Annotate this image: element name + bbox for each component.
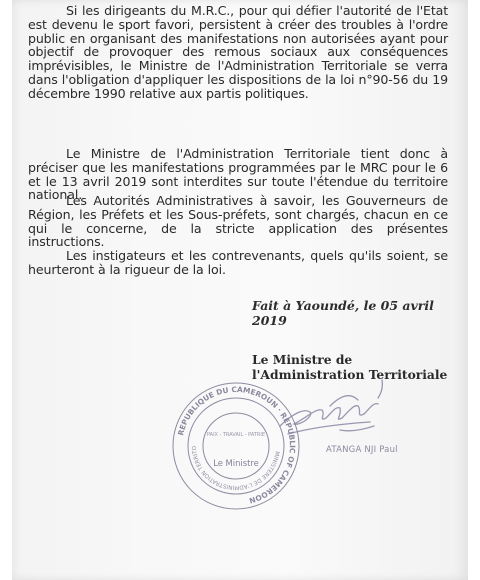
svg-text:MINISTERE DE L'ADMINISTRATION: MINISTERE DE L'ADMINISTRATION TERRITO [191, 445, 280, 491]
svg-text:Le Ministre: Le Ministre [213, 458, 259, 468]
svg-text:REPUBLIQUE DU CAMEROUN · REPUB: REPUBLIQUE DU CAMEROUN · REPUBLIC OF CAMEROON [176, 384, 298, 506]
document-page [12, 0, 468, 580]
place-and-date: Fait à Yaoundé, le 05 avril 2019 [252, 298, 434, 328]
svg-text:PAIX - TRAVAIL - PATRIE: PAIX - TRAVAIL - PATRIE [206, 432, 266, 438]
paragraph-2: Le Ministre de l'Administration Territoriale tient donc à préciser que les manifestations programmées par le MRC pour le 6 et le 13 avril 2019 sont interdites sur toute l'étendue du territoire national. [28, 146, 448, 203]
handwritten-signature [270, 378, 390, 448]
signer-name: ATANGA NJI Paul [326, 445, 398, 455]
paragraph-1: Si les dirigeants du M.R.C., pour qui défier l'autorité de l'Etat est devenu le sport favori, persistent à créer des troubles à l'ordre public en organisant des manifestations non autorisées ayant pour objectif de provoquer des remous sociaux aux conséquences imprévisibles, le Ministre de l'Administration Territoriale se verra dans l'obligation d'appliquer les dispositions de la loi n°90-56 du 19 décembre 1990 relative aux partis politiques. [28, 3, 448, 101]
signatory-title: Le Ministre de l'Administration Territoriale [252, 352, 448, 382]
paragraph-3: Les Autorités Administratives à savoir, les Gouverneurs de Région, les Préfets et les Sous-préfets, sont chargés, chacun en ce qui le concerne, de la stricte application des présentes instructions. [28, 193, 448, 250]
page-margin [468, 0, 480, 580]
paragraph-4: Les instigateurs et les contrevenants, quels qu'ils soient, se heurteront à la rigueur de la loi. [28, 248, 448, 277]
